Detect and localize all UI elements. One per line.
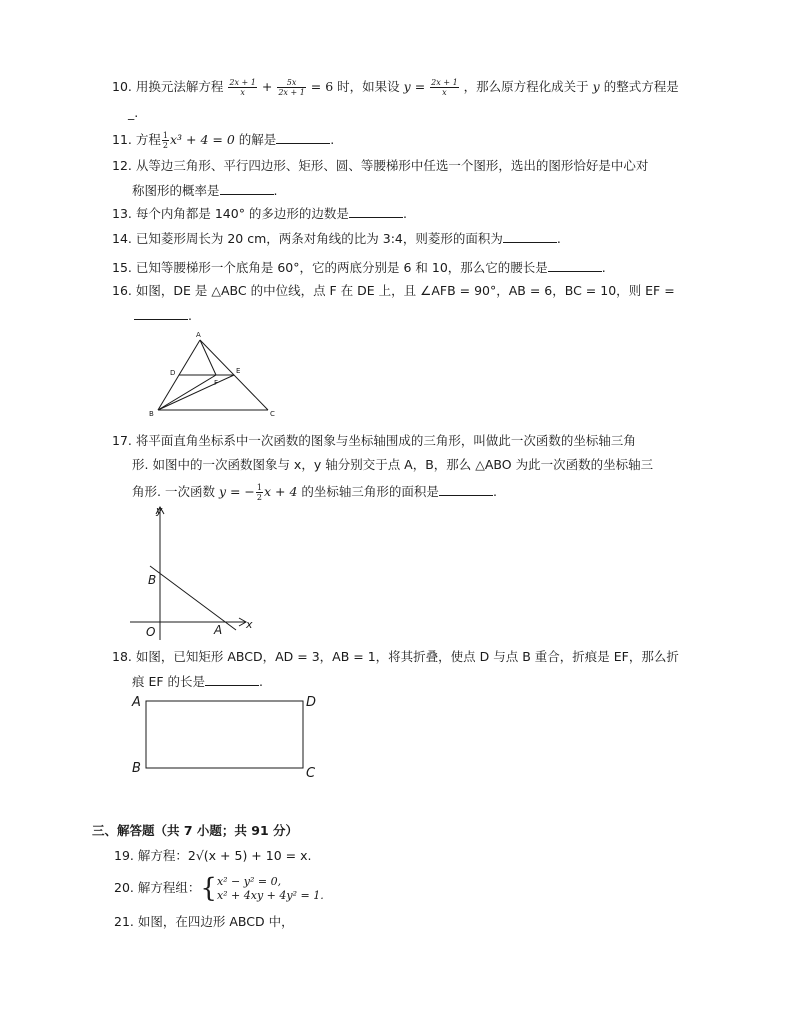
coordinate-figure <box>128 502 258 644</box>
q14-text: 已知菱形周长为 20 cm，两条对角线的比为 3:4，则菱形的面积为 <box>135 231 503 246</box>
answer-blank <box>349 204 403 218</box>
q20-text: 解方程组： <box>137 880 201 895</box>
question-18 <box>112 648 679 666</box>
q19-number: 19. <box>114 848 134 863</box>
q17-line-2: 形. 如图中的一次函数图象与 x，y 轴分别交于点 A，B，那么 △ABO 为此一次函数的坐标轴三 <box>132 457 654 472</box>
q12-line-1: 从等边三角形、平行四边形、矩形、圆、等腰梯形中任选一个图形，选出的图形恰好是中心对 <box>135 158 649 173</box>
section-heading: 三、解答题（共 7 小题；共 91 分） <box>92 823 299 838</box>
question-11 <box>112 130 334 150</box>
q10-text-4: 的整式方程是 <box>603 79 679 94</box>
question-12 <box>112 157 648 175</box>
q10-fraction-1: $\frac{2x + 1}{x}$ <box>229 78 256 97</box>
answer-blank <box>503 229 557 243</box>
question-16 <box>112 282 675 300</box>
q21-text: 如图，在四边形 ABCD 中， <box>137 914 294 929</box>
q14-number: 14. <box>112 231 132 246</box>
label-y: y <box>156 504 163 517</box>
question-13 <box>112 204 407 223</box>
question-10 <box>112 78 679 97</box>
q10-number: 10. <box>112 79 132 94</box>
label-b: B <box>149 410 154 418</box>
answer-blank <box>276 130 330 144</box>
q13-number: 13. <box>112 206 132 221</box>
q18-line-2: 痕 EF 的长是 <box>132 674 206 689</box>
question-20 <box>114 874 324 903</box>
question-15 <box>112 258 606 277</box>
q15-text: 已知等腰梯形一个底角是 60°，它的两底分别是 6 和 10，那么它的腰长是 <box>135 260 548 275</box>
q14-end: . <box>556 231 561 246</box>
label-b: B <box>132 761 141 776</box>
answer-blank <box>134 306 188 320</box>
q13-end: . <box>402 206 407 221</box>
q11-end: . <box>330 132 335 147</box>
q17-fraction: $\frac{1}{2}$ <box>256 483 262 502</box>
answer-blank <box>205 672 259 686</box>
q12-line-2-wrap <box>132 181 278 200</box>
label-c: C <box>306 766 316 781</box>
rectangle-figure <box>126 690 326 782</box>
q11-number: 11. <box>112 132 132 147</box>
q12-number: 12. <box>112 158 132 173</box>
question-19 <box>114 847 311 865</box>
label-b: B <box>148 573 157 587</box>
q11-fraction: $\frac{1}{2}$ <box>162 131 168 150</box>
q21-number: 21. <box>114 914 134 929</box>
q18-end: . <box>259 674 264 689</box>
answer-blank <box>220 181 274 195</box>
q18-line-2-wrap <box>132 672 263 691</box>
q17-equation-b: x + 4 <box>264 484 298 499</box>
q18-number: 18. <box>112 649 132 664</box>
q16-number: 16. <box>112 283 132 298</box>
q10-continuation: _. <box>128 105 139 120</box>
rectangle-abcd <box>146 701 303 768</box>
label-d: D <box>306 695 317 710</box>
q10-y: y <box>592 79 600 94</box>
q17-line-1: 将平面直角坐标系中一次函数的图象与坐标轴围成的三角形，叫做此一次函数的坐标轴三角 <box>135 433 636 448</box>
q12-end: . <box>273 183 278 198</box>
q20-system <box>217 875 324 903</box>
q17-line-3b: 的坐标轴三角形的面积是 <box>301 484 439 499</box>
q20-number: 20. <box>114 880 134 895</box>
answer-blank <box>439 482 493 496</box>
answer-blank <box>548 258 602 272</box>
question-21 <box>114 913 294 931</box>
q11-text-2: 的解是 <box>238 132 277 147</box>
q17-equation-a: y = − <box>218 484 255 499</box>
q19-text: 解方程：2√(x + 5) + 10 = x. <box>137 848 312 863</box>
q10-plus: + <box>261 79 273 94</box>
q15-number: 15. <box>112 260 132 275</box>
q18-line-1: 如图，已知矩形 ABCD，AD = 3，AB = 1，将其折叠，使点 D 与点 B 重合，折痕是 EF，那么折 <box>135 649 679 664</box>
q13-text: 每个内角都是 140° 的多边形的边数是 <box>135 206 349 221</box>
q15-end: . <box>601 260 606 275</box>
q10-fraction-2: $\frac{5x}{2x + 1}$ <box>278 78 305 97</box>
q16-end: . <box>188 308 192 323</box>
q20-equation-1: x² − y² = 0, <box>216 874 282 888</box>
q17-line-3 <box>132 482 497 502</box>
q12-line-2: 称图形的概率是 <box>132 183 220 198</box>
q10-equals: = 6 <box>310 79 334 94</box>
question-14 <box>112 229 561 248</box>
label-d: D <box>170 369 176 377</box>
triangle-figure <box>140 326 290 420</box>
label-a: A <box>132 695 141 710</box>
q16-blank-line <box>134 306 192 325</box>
q10-text-3: ，那么原方程化成关于 <box>463 79 589 94</box>
function-line <box>150 566 236 630</box>
q11-text-1: 方程 <box>135 132 161 147</box>
question-17 <box>112 432 636 450</box>
q11-expression: x³ + 4 = 0 <box>169 132 235 147</box>
q10-substitution: y = <box>403 79 426 94</box>
q17-end: . <box>492 484 497 499</box>
q20-equation-2: x² + 4xy + 4y² = 1. <box>216 888 324 902</box>
q17-line-3a: 角形. 一次函数 <box>132 484 215 499</box>
label-o: O <box>146 625 156 639</box>
label-a: A <box>196 331 201 339</box>
q16-text: 如图，DE 是 △ABC 的中位线，点 F 在 DE 上，且 ∠AFB = 90°，AB = 6，BC = 10，则 EF = <box>135 283 675 298</box>
segment-be <box>158 375 234 410</box>
segment-af <box>200 340 216 375</box>
q10-fraction-3: $\frac{2x + 1}{x}$ <box>431 78 458 97</box>
q10-text-1: 用换元法解方程 <box>135 79 224 94</box>
label-x: x <box>246 618 253 631</box>
label-f: F <box>214 379 219 387</box>
label-c: C <box>270 410 275 418</box>
q17-number: 17. <box>112 433 132 448</box>
segment-bf <box>158 375 219 410</box>
label-e: E <box>236 367 241 375</box>
brace-icon: { <box>200 873 217 904</box>
label-a: A <box>214 623 223 637</box>
q10-text-2: 时，如果设 <box>337 79 400 94</box>
